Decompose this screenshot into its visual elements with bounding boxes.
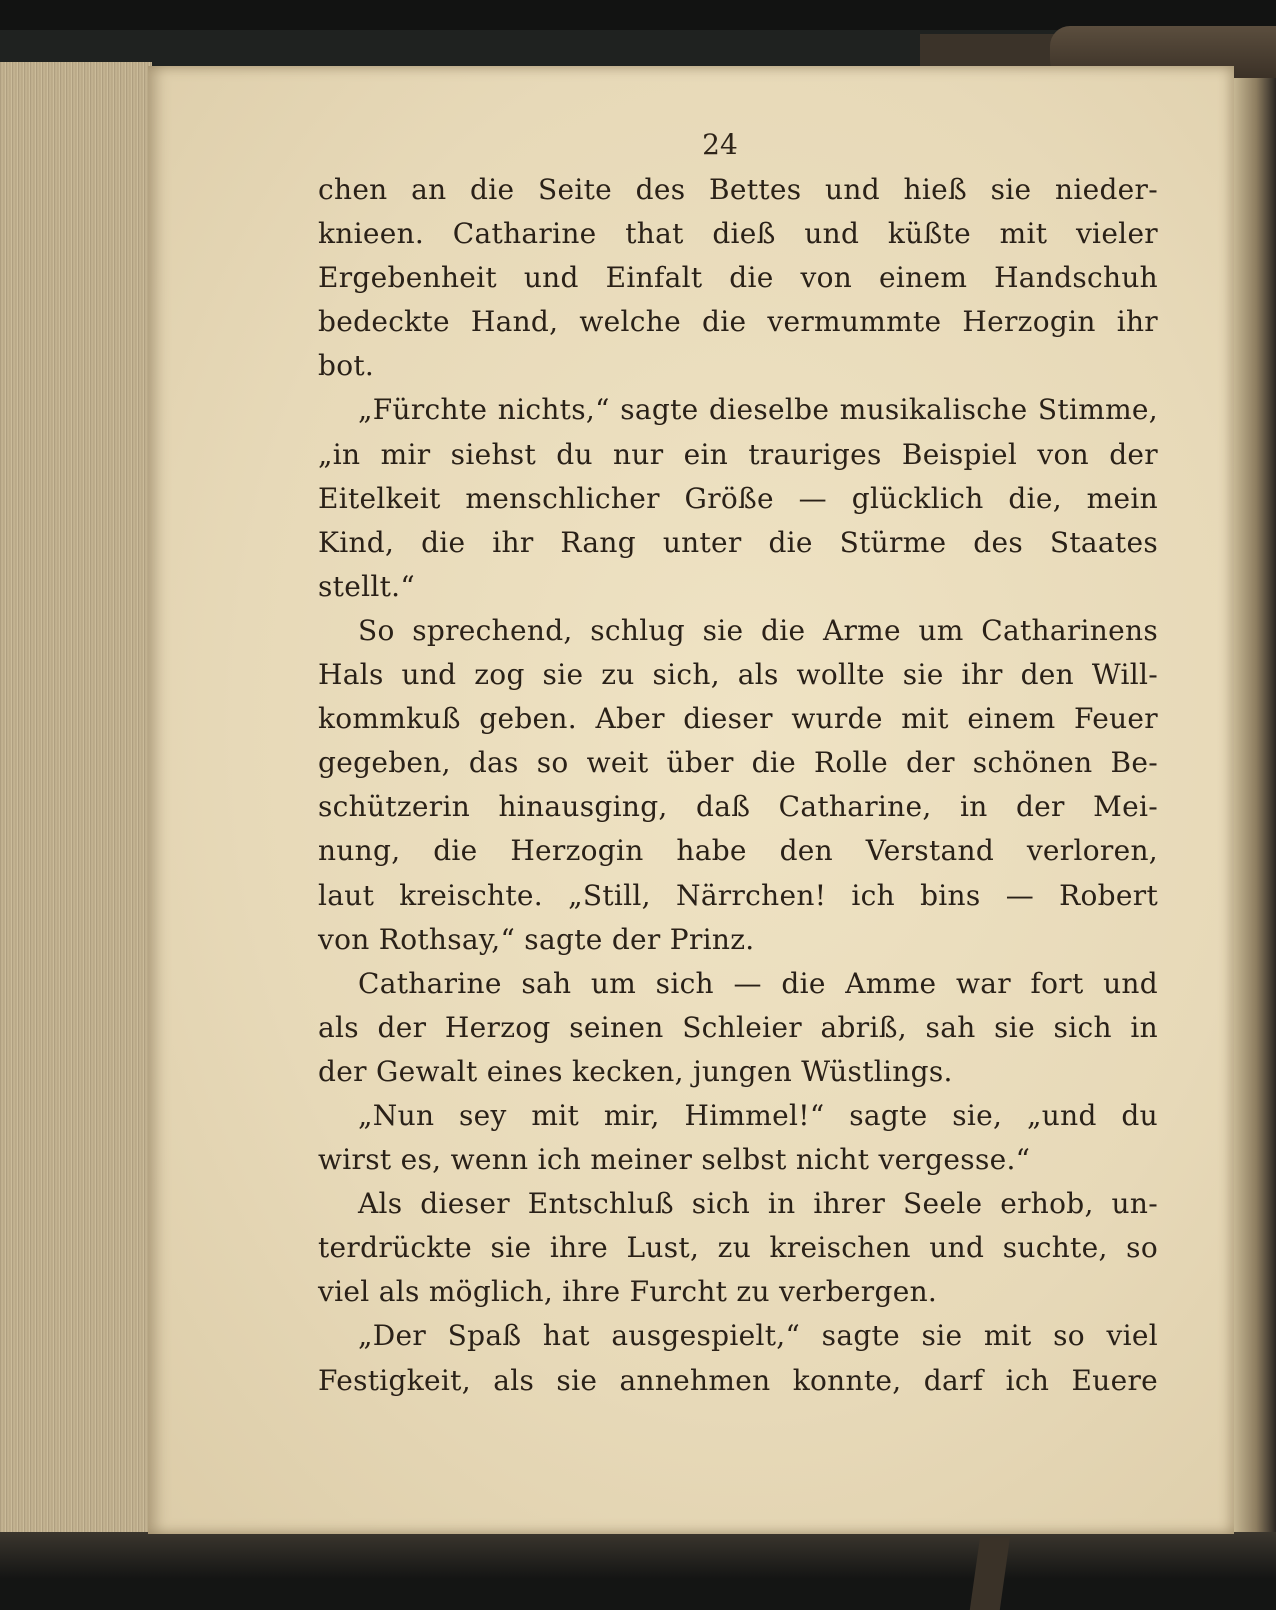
text-line: „Fürchte nichts,“ sagte dieselbe musikalische Stimme, xyxy=(358,393,1158,427)
text-line: gegeben, das so weit über die Rolle der schönen Be- xyxy=(318,746,1158,780)
text-line: Ergebenheit und Einfalt die von einem Handschuh xyxy=(318,261,1158,295)
page-edges-left xyxy=(0,62,152,1534)
text-line: terdrückte sie ihre Lust, zu kreischen und suchte, so xyxy=(318,1231,1158,1265)
text-line: Catharine sah um sich — die Amme war fort und xyxy=(358,966,1158,1000)
book-bottom-shadow xyxy=(0,1532,1276,1610)
text-line: schützerin hinausging, daß Catharine, in der Mei- xyxy=(318,790,1158,824)
text-line: laut kreischte. „Still, Närrchen! ich bins — Robert xyxy=(318,878,1158,912)
page-number: 24 xyxy=(702,128,738,161)
text-line: chen an die Seite des Bettes und hieß sie nieder- xyxy=(318,173,1158,206)
body-text xyxy=(318,168,1158,1403)
text-line: Als dieser Entschluß sich in ihrer Seele erhob, un- xyxy=(358,1187,1158,1221)
text-line: knieen. Catharine that dieß und küßte mit vieler xyxy=(318,217,1158,251)
text-line: „Nun sey mit mir, Himmel!“ sagte sie, „und du xyxy=(358,1098,1158,1132)
text-line: viel als möglich, ihre Furcht zu verbergen. xyxy=(318,1275,938,1309)
text-line: nung, die Herzogin habe den Verstand verloren, xyxy=(318,834,1158,868)
text-line: Festigkeit, als sie annehmen konnte, darf ich Euere xyxy=(318,1363,1158,1397)
text-line: So sprechend, schlug sie die Arme um Catharinens xyxy=(358,613,1158,647)
text-line: „Der Spaß hat ausgespielt,“ sagte sie mit so viel xyxy=(358,1319,1158,1353)
text-line: Eitelkeit menschlicher Größe — glücklich die, mein xyxy=(318,481,1158,515)
text-line: wirst es, wenn ich meiner selbst nicht vergesse.“ xyxy=(318,1143,1031,1177)
text-line: Kind, die ihr Rang unter die Stürme des Staates xyxy=(318,525,1158,559)
text-line: Hals und zog sie zu sich, als wollte sie ihr den Will- xyxy=(318,658,1158,692)
text-line: stellt.“ xyxy=(318,569,415,603)
text-line: kommkuß geben. Aber dieser wurde mit einem Feuer xyxy=(318,702,1158,736)
text-line: „in mir siehst du nur ein trauriges Beispiel von der xyxy=(318,437,1158,471)
text-line: als der Herzog seinen Schleier abriß, sah sie sich in xyxy=(318,1010,1158,1044)
page-edge-right xyxy=(1232,78,1276,1540)
text-line: bedeckte Hand, welche die vermummte Herzogin ihr xyxy=(318,305,1158,339)
text-line: bot. xyxy=(318,349,375,383)
text-line: von Rothsay,“ sagte der Prinz. xyxy=(318,922,755,956)
text-line: der Gewalt eines kecken, jungen Wüstlings. xyxy=(318,1054,953,1088)
